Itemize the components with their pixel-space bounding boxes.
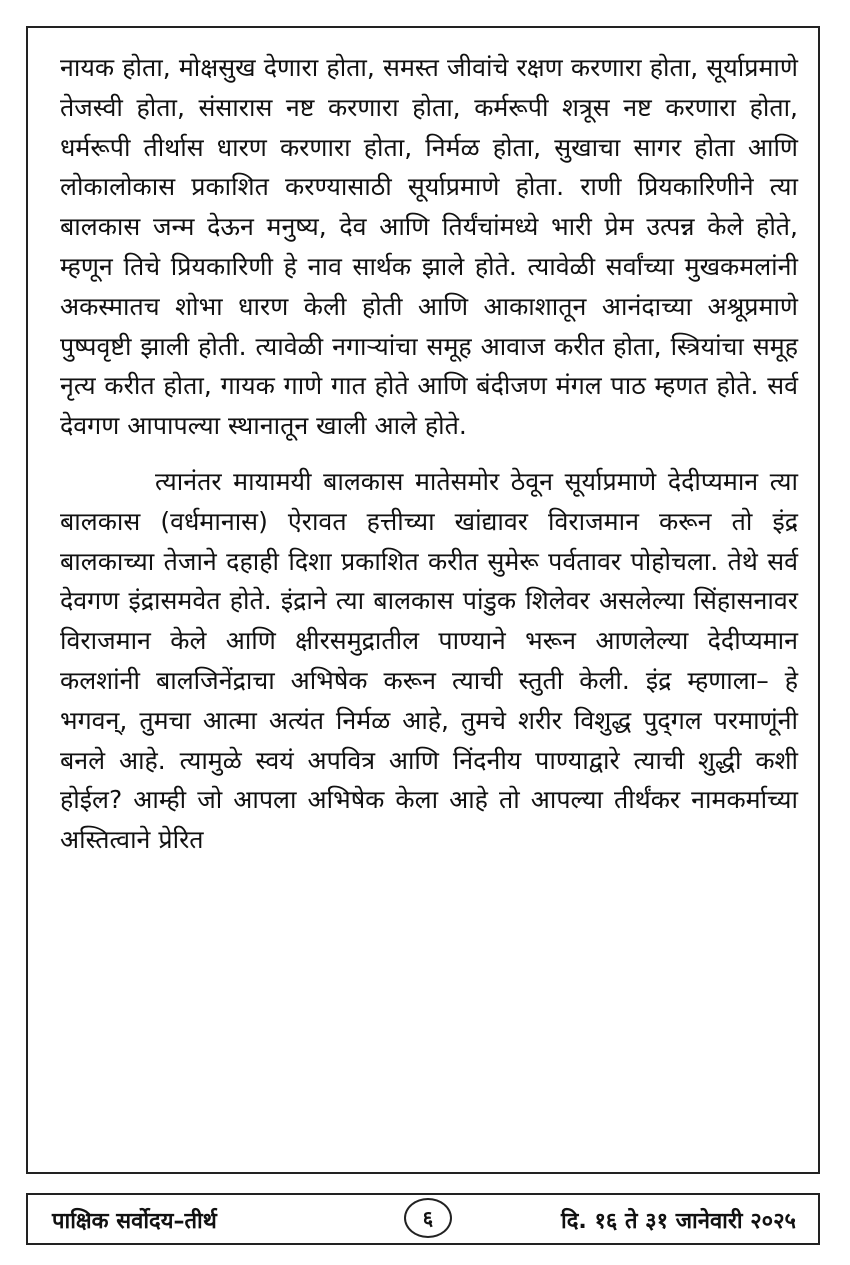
issue-date: दि. १६ ते ३१ जानेवारी २०२५ — [561, 1209, 796, 1234]
page-frame — [26, 26, 820, 1174]
footer-bar — [26, 1193, 820, 1245]
paragraph-1: नायक होता, मोक्षसुख देणारा होता, समस्त जीवांचे रक्षण करणारा होता, सूर्याप्रमाणे तेजस्वी होता, संसारास नष्ट करणारा होता, कर्मरूपी शत्रूस नष्ट करणारा होता, धर्मरूपी तीर्थास धारण करणारा होता, निर्मळ होता, सुखाचा सागर होता आणि लोकालोकास प्रकाशित करण्यासाठी सूर्याप्रमाणे होता. राणी प्रियकारिणीने त्या बालकास जन्म देऊन मनुष्य, देव आणि तिर्यंचांमध्ये भारी प्रेम उत्पन्न केले होते, म्हणून तिचे प्रियकारिणी हे नाव सार्थक झाले होते. त्यावेळी सर्वांच्या मुखकमलांनी अकस्मातच शोभा धारण केली होती आणि आकाशातून आनंदाच्या अश्रूप्रमाणे पुष्पवृष्टी झाली होती. त्यावेळी नगाऱ्यांचा समूह आवाज करीत होता, स्त्रियांचा समूह नृत्य करीत होता, गायक गाणे गात होते आणि बंदीजण मंगल पाठ म्हणत होते. सर्व देवगण आपापल्या स्थानातून खाली आले होते. — [60, 53, 798, 441]
page-number: ६ — [404, 1198, 452, 1238]
publication-name: पाक्षिक सर्वोदय–तीर्थ — [52, 1209, 217, 1234]
paragraph-2: त्यानंतर मायामयी बालकास मातेसमोर ठेवून सूर्याप्रमाणे देदीप्यमान त्या बालकास (वर्धमानास) ऐरावत हत्तीच्या खांद्यावर विराजमान करून तो इंद्र बालकाच्या तेजाने दहाही दिशा प्रकाशित करीत सुमेरू पर्वतावर पोहोचला. तेथे सर्व देवगण इंद्रासमवेत होते. इंद्राने त्या बालकास पांडुक शिलेवर असलेल्या सिंहासनावर विराजमान केले आणि क्षीरसमुद्रातील पाण्याने भरून आणलेल्या देदीप्यमान कलशांनी बालजिनेंद्राचा अभिषेक करून त्याची स्तुती केली. इंद्र म्हणाला– हे भगवन्, तुमचा आत्मा अत्यंत निर्मळ आहे, तुमचे शरीर विशुद्ध पुद्‌गल परमाणूंनी बनले आहे. त्यामुळे स्वयं अपवित्र आणि निंदनीय पाण्याद्वारे त्याची शुद्धी कशी होईल? आम्ही जो आपला अभिषेक केला आहे तो आपल्या तीर्थंकर नामकर्माच्या अस्तित्वाने प्रेरित — [60, 466, 798, 855]
body-text — [60, 48, 798, 860]
